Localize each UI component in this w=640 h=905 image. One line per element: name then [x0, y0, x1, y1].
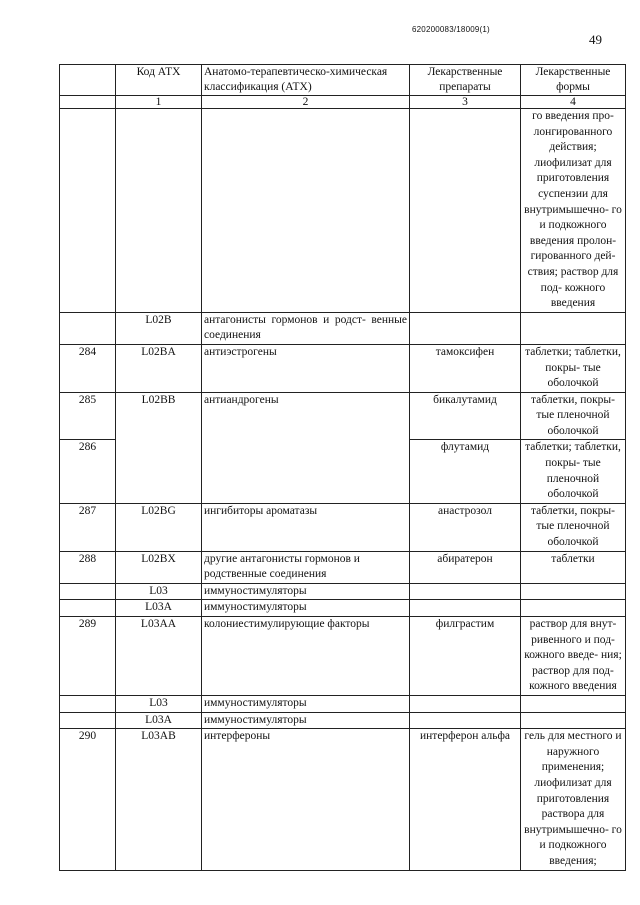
drug-name: флутамид [410, 440, 521, 503]
table-row [60, 695, 626, 712]
drug-name [410, 695, 521, 712]
dosage-forms: таблетки, покры- тые пленочной оболочкой [521, 503, 626, 551]
drug-name [410, 109, 521, 313]
atc-code [116, 109, 202, 313]
atc-classification: иммуностимуляторы [202, 600, 410, 617]
table-row [60, 600, 626, 617]
column-number-row [60, 96, 626, 109]
table-row [60, 312, 626, 344]
atc-code: L03A [116, 712, 202, 729]
atc-code: L03A [116, 600, 202, 617]
atc-classification: ингибиторы ароматазы [202, 503, 410, 551]
table-row [60, 109, 626, 313]
drug-name: абиратерон [410, 551, 521, 583]
header-cell-code: Код АТХ [116, 65, 202, 96]
row-number [60, 109, 116, 313]
drug-name: филграстим [410, 617, 521, 696]
dosage-forms [521, 695, 626, 712]
row-number: 290 [60, 729, 116, 870]
row-number [60, 695, 116, 712]
atc-classification [202, 109, 410, 313]
column-number: 2 [202, 96, 410, 109]
dosage-forms [521, 312, 626, 344]
table-row [60, 392, 626, 440]
column-number [60, 96, 116, 109]
dosage-forms: таблетки; таблетки, покры- тые пленочной оболочкой [521, 440, 626, 503]
atc-code: L03AA [116, 617, 202, 696]
atc-code: L03 [116, 583, 202, 600]
dosage-forms [521, 712, 626, 729]
atc-code: L02BG [116, 503, 202, 551]
drug-name [410, 312, 521, 344]
atc-code: L03AB [116, 729, 202, 870]
atc-code: L02BB [116, 392, 202, 503]
table-row [60, 729, 626, 870]
table-row [60, 503, 626, 551]
atc-classification: колониестимулирующие факторы [202, 617, 410, 696]
table-row [60, 583, 626, 600]
row-number: 286 [60, 440, 116, 503]
header-cell-classification: Анатомо-терапевтическо-химическая классификация (АТХ) [202, 65, 410, 96]
row-number [60, 583, 116, 600]
table-row [60, 551, 626, 583]
column-number: 4 [521, 96, 626, 109]
dosage-forms: гель для местного и наружного применения; лиофилизат для приготовления раствора для внутримышечно- го и подкожного введения; [521, 729, 626, 870]
dosage-forms: таблетки, покры- тые пленочной оболочкой [521, 392, 626, 440]
document-id: 620200083/18009(1) [412, 25, 490, 34]
row-number: 284 [60, 344, 116, 392]
table-row [60, 344, 626, 392]
drug-name [410, 712, 521, 729]
atc-classification: интерфероны [202, 729, 410, 870]
dosage-forms: таблетки [521, 551, 626, 583]
dosage-forms [521, 583, 626, 600]
atc-classification: антиандрогены [202, 392, 410, 503]
row-number [60, 312, 116, 344]
page-number: 49 [589, 32, 602, 47]
row-number: 289 [60, 617, 116, 696]
header-cell-drugs: Лекарственные препараты [410, 65, 521, 96]
atc-code: L03 [116, 695, 202, 712]
column-number: 1 [116, 96, 202, 109]
row-number [60, 600, 116, 617]
row-number: 287 [60, 503, 116, 551]
column-number: 3 [410, 96, 521, 109]
drug-name: интерферон альфа [410, 729, 521, 870]
atc-classification: иммуностимуляторы [202, 695, 410, 712]
dosage-forms [521, 600, 626, 617]
atc-classification: антагонисты гормонов и родст- венные соединения [202, 312, 410, 344]
header-cell-forms: Лекарственные формы [521, 65, 626, 96]
drug-name: тамоксифен [410, 344, 521, 392]
table-row [60, 617, 626, 696]
drug-classification-table [59, 64, 626, 871]
atc-classification: иммуностимуляторы [202, 583, 410, 600]
header-cell-index [60, 65, 116, 96]
atc-code: L02BA [116, 344, 202, 392]
atc-classification: иммуностимуляторы [202, 712, 410, 729]
row-number: 285 [60, 392, 116, 440]
atc-code: L02BX [116, 551, 202, 583]
table-row [60, 712, 626, 729]
atc-classification: антиэстрогены [202, 344, 410, 392]
drug-name: анастрозол [410, 503, 521, 551]
dosage-forms: го введения про- лонгированного действия; лиофилизат для приготовления суспензии для внутримышечно- го и подкожного введения пролон- гированного дей- ствия; раствор для под- кожного введения [521, 109, 626, 313]
atc-code: L02B [116, 312, 202, 344]
row-number: 288 [60, 551, 116, 583]
drug-name [410, 600, 521, 617]
dosage-forms: раствор для внут- ривенного и под- кожного введе- ния; раствор для под- кожного введения [521, 617, 626, 696]
drug-name [410, 583, 521, 600]
table-header-row [60, 65, 626, 96]
drug-name: бикалутамид [410, 392, 521, 440]
dosage-forms: таблетки; таблетки, покры- тые оболочкой [521, 344, 626, 392]
row-number [60, 712, 116, 729]
atc-classification: другие антагонисты гормонов и родственные соединения [202, 551, 410, 583]
